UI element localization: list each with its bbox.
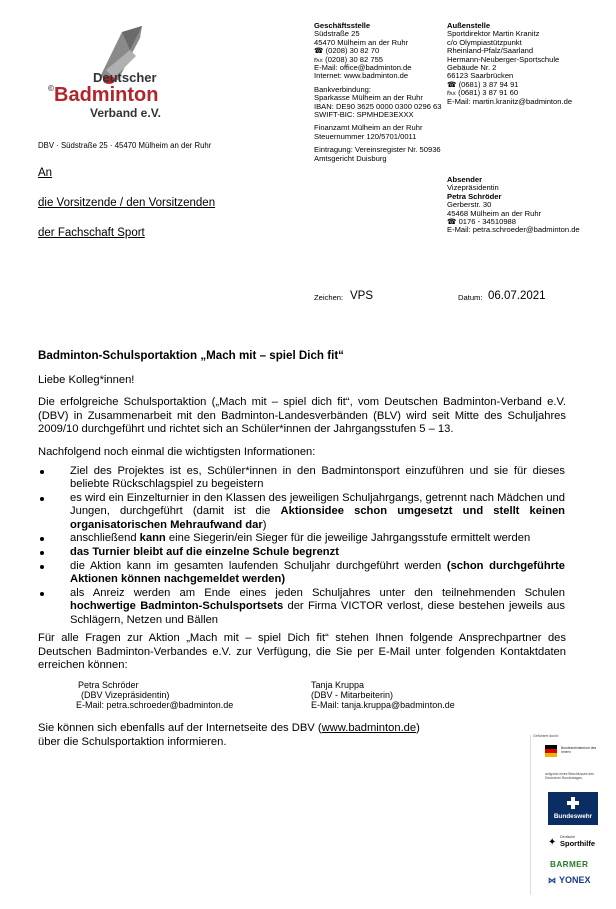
sponsor-gefoerdert: Gefördert durch: <box>533 734 560 738</box>
branch-title: Außenstelle <box>447 21 491 30</box>
absender-role: Vizepräsidentin <box>447 183 499 193</box>
office-email: E-Mail: office@badminton.de <box>314 63 412 73</box>
absender-street: Gerberstr. 30 <box>447 200 492 210</box>
sporthilfe-logo <box>548 834 598 850</box>
zeichen-label: Zeichen: <box>314 293 344 302</box>
zeichen-value: VPS <box>350 290 374 302</box>
sporthilfe-small: Deutsche <box>560 835 576 839</box>
yonex-logo <box>548 875 600 886</box>
absender-phone: ☎ 0176 - 34510988 <box>447 217 516 227</box>
bank-title: Bankverbindung: <box>314 84 371 94</box>
bank-iban: IBAN: DE90 3625 0000 0300 0296 63 <box>314 101 442 111</box>
branch-line: Sportdirektor Martin Kranitz <box>447 29 540 39</box>
logo-copyright: © <box>48 84 54 93</box>
bank-bic: SWIFT-BIC: SPMHDE3EXXX <box>314 110 414 120</box>
bundeswehr-text: Bundeswehr <box>553 813 593 820</box>
info-bullet-list <box>40 465 565 628</box>
office-block <box>314 22 444 163</box>
contact-name: Tanja Kruppa <box>311 680 365 690</box>
bullet-school: das Turnier bleibt auf die einzelne Schule begrenzt <box>40 546 565 559</box>
contact-role: (DBV - Mitarbeiterin) <box>311 690 394 700</box>
branch-email: E-Mail: martin.kranitz@badminton.de <box>447 96 573 106</box>
bullet-period: die Aktion kann im gesamten laufenden Schuljahr durchgeführt werden (schon durchgeführte Aktionen können nachgemeldet werden) <box>40 560 565 587</box>
branch-line: Hermann-Neuberger-Sportschule <box>447 54 560 64</box>
salutation: Liebe Kolleg*innen! <box>38 374 135 386</box>
bmi-logo <box>545 743 603 759</box>
branch-line: c/o Olympiastützpunkt <box>447 37 522 47</box>
info-intro: Nachfolgend noch einmal die wichtigsten Informationen: <box>38 446 316 458</box>
dbv-logo <box>48 22 190 127</box>
logo-line-1: Deutscher <box>93 70 157 85</box>
contact-tanja <box>311 680 455 710</box>
bullet-prize: als Anreiz werden am Ende eines jeden Schuljahres unter den teilnehmenden Schulen hochwertige Badminton-Schulsportsets der Firma VICTOR verlost, diese bestehen jeweils aus Schlägern, Netzen und Bällen <box>40 587 565 627</box>
tax-line: Finanzamt Mülheim an der Ruhr <box>314 123 423 133</box>
sporthilfe-star-icon: ✦ <box>548 837 557 848</box>
contact-role: (DBV Vizepräsidentin) <box>81 690 170 700</box>
contact-petra <box>78 680 233 710</box>
bullet-icon <box>40 497 44 501</box>
register-court: Amtsgericht Duisburg <box>314 153 387 163</box>
address-an: An <box>38 167 53 179</box>
bullet-goal: Ziel des Projektes ist es, Schüler*innen in den Badmintonsport einzuführen und sie für dieses beliebte Rückschlagspiel zu begeistern <box>40 465 565 492</box>
office-line: 45470 Mülheim an der Ruhr <box>314 37 409 47</box>
closing-line-2: über die Schulsportaktion informieren. <box>38 735 227 748</box>
office-web: Internet: www.badminton.de <box>314 71 409 81</box>
branch-line: Rheinland-Pfalz/Saarland <box>447 46 534 56</box>
datum-label: Datum: <box>458 293 483 302</box>
bullet-icon <box>40 551 44 555</box>
branch-line: Gebäude Nr. 2 <box>447 63 497 73</box>
sporthilfe-text: Sporthilfe <box>560 839 595 848</box>
reference-line <box>314 290 594 304</box>
contact-name: Petra Schröder <box>78 680 139 690</box>
contact-intro: Für alle Fragen zur Aktion „Mach mit – spiel Dich fit“ stehen Ihnen folgende Ansprechpartner des Deutschen Badminton-Verbandes e.V. zur Verfügung, die Sie per E-Mail unter folgenden Kontaktdaten erreichen können: <box>38 632 566 671</box>
sender-line: DBV · Südstraße 25 · 45470 Mülheim an der Ruhr <box>38 141 212 150</box>
contact-email: E-Mail: tanja.kruppa@badminton.de <box>311 700 455 710</box>
tax-number: Steuernummer 120/5701/0011 <box>314 131 417 141</box>
branch-phone: ☎ (0681) 3 87 94 91 <box>447 79 519 89</box>
branch-line: 66123 Saarbrücken <box>447 71 514 81</box>
absender-city: 45468 Mülheim an der Ruhr <box>447 208 542 218</box>
yonex-text: YONEX <box>559 875 591 885</box>
register-line: Eintragung: Vereinsregister Nr. 50936 <box>314 145 441 155</box>
subject: Badminton-Schulsportaktion „Mach mit – spiel Dich fit“ <box>38 349 344 362</box>
bank-line: Sparkasse Mülheim an der Ruhr <box>314 93 423 103</box>
logo-line-3: Verband e.V. <box>90 106 161 120</box>
bullet-icon <box>40 592 44 596</box>
absender-title: Absender <box>447 175 483 184</box>
address-line-1: die Vorsitzende / den Vorsitzenden <box>38 197 216 209</box>
bullet-icon <box>40 537 44 541</box>
yonex-mark-icon: ⋈ <box>548 876 556 885</box>
sponsor-divider <box>530 735 531 895</box>
address-line-2: der Fachschaft Sport <box>38 227 145 239</box>
bullet-winner: anschließend kann eine Siegerin/ein Sieger für die jeweilige Jahrgangsstufe ermittelt werden <box>40 532 565 545</box>
barmer-logo: BARMER <box>550 860 589 869</box>
office-title: Geschäftsstelle <box>314 21 371 30</box>
absender-name: Petra Schröder <box>447 191 502 201</box>
bullet-tournament: es wird ein Einzelturnier in den Klassen des jeweiligen Schuljahrgangs, getrennt nach Mädchen und Jungen, durchgeführt (damit ist die Aktionsidee schon umgesetzt und stellt keinen organisatorischen Mehraufwand dar) <box>40 492 565 532</box>
datum-value: 06.07.2021 <box>488 290 546 302</box>
logo-line-2: Badminton <box>54 84 159 106</box>
absender-block <box>447 176 612 235</box>
bullet-icon <box>40 470 44 474</box>
sponsor-beschluss: aufgrund eines Beschlusses des Deutschen Bundestages <box>545 772 594 780</box>
bullet-icon <box>40 565 44 569</box>
absender-email: E-Mail: petra.schroeder@badminton.de <box>447 225 580 235</box>
office-fax: ℻ (0208) 30 82 755 <box>314 54 384 64</box>
office-phone: ☎ (0208) 30 82 70 <box>314 46 380 56</box>
website-link[interactable]: www.badminton.de <box>321 722 417 734</box>
branch-block <box>447 22 612 106</box>
contact-email: E-Mail: petra.schroeder@badminton.de <box>76 700 234 710</box>
iron-cross-icon <box>567 797 579 809</box>
eagle-icon <box>545 745 557 757</box>
bmi-text: Bundesministerium des Innern <box>561 746 597 754</box>
branch-fax: ℻ (0681) 3 87 91 60 <box>447 88 519 98</box>
bundeswehr-logo <box>548 792 598 825</box>
closing: Sie können sich ebenfalls auf der Internetseite des DBV (www.badminton.de) über die Schulsportaktion informieren. <box>38 722 458 749</box>
office-line: Südstraße 25 <box>314 29 360 39</box>
intro-paragraph: Die erfolgreiche Schulsportaktion („Mach mit – spiel dich fit“, vom Deutschen Badminton-Verband e.V. (DBV) in Zusammenarbeit mit den Badminton-Landesverbänden (BLV) wird seit Mitte des Schuljahres 2009/10 durchgeführt und richtet sich an Schüler*innen der Jahrgangsstufen 5 – 13. <box>38 396 566 435</box>
